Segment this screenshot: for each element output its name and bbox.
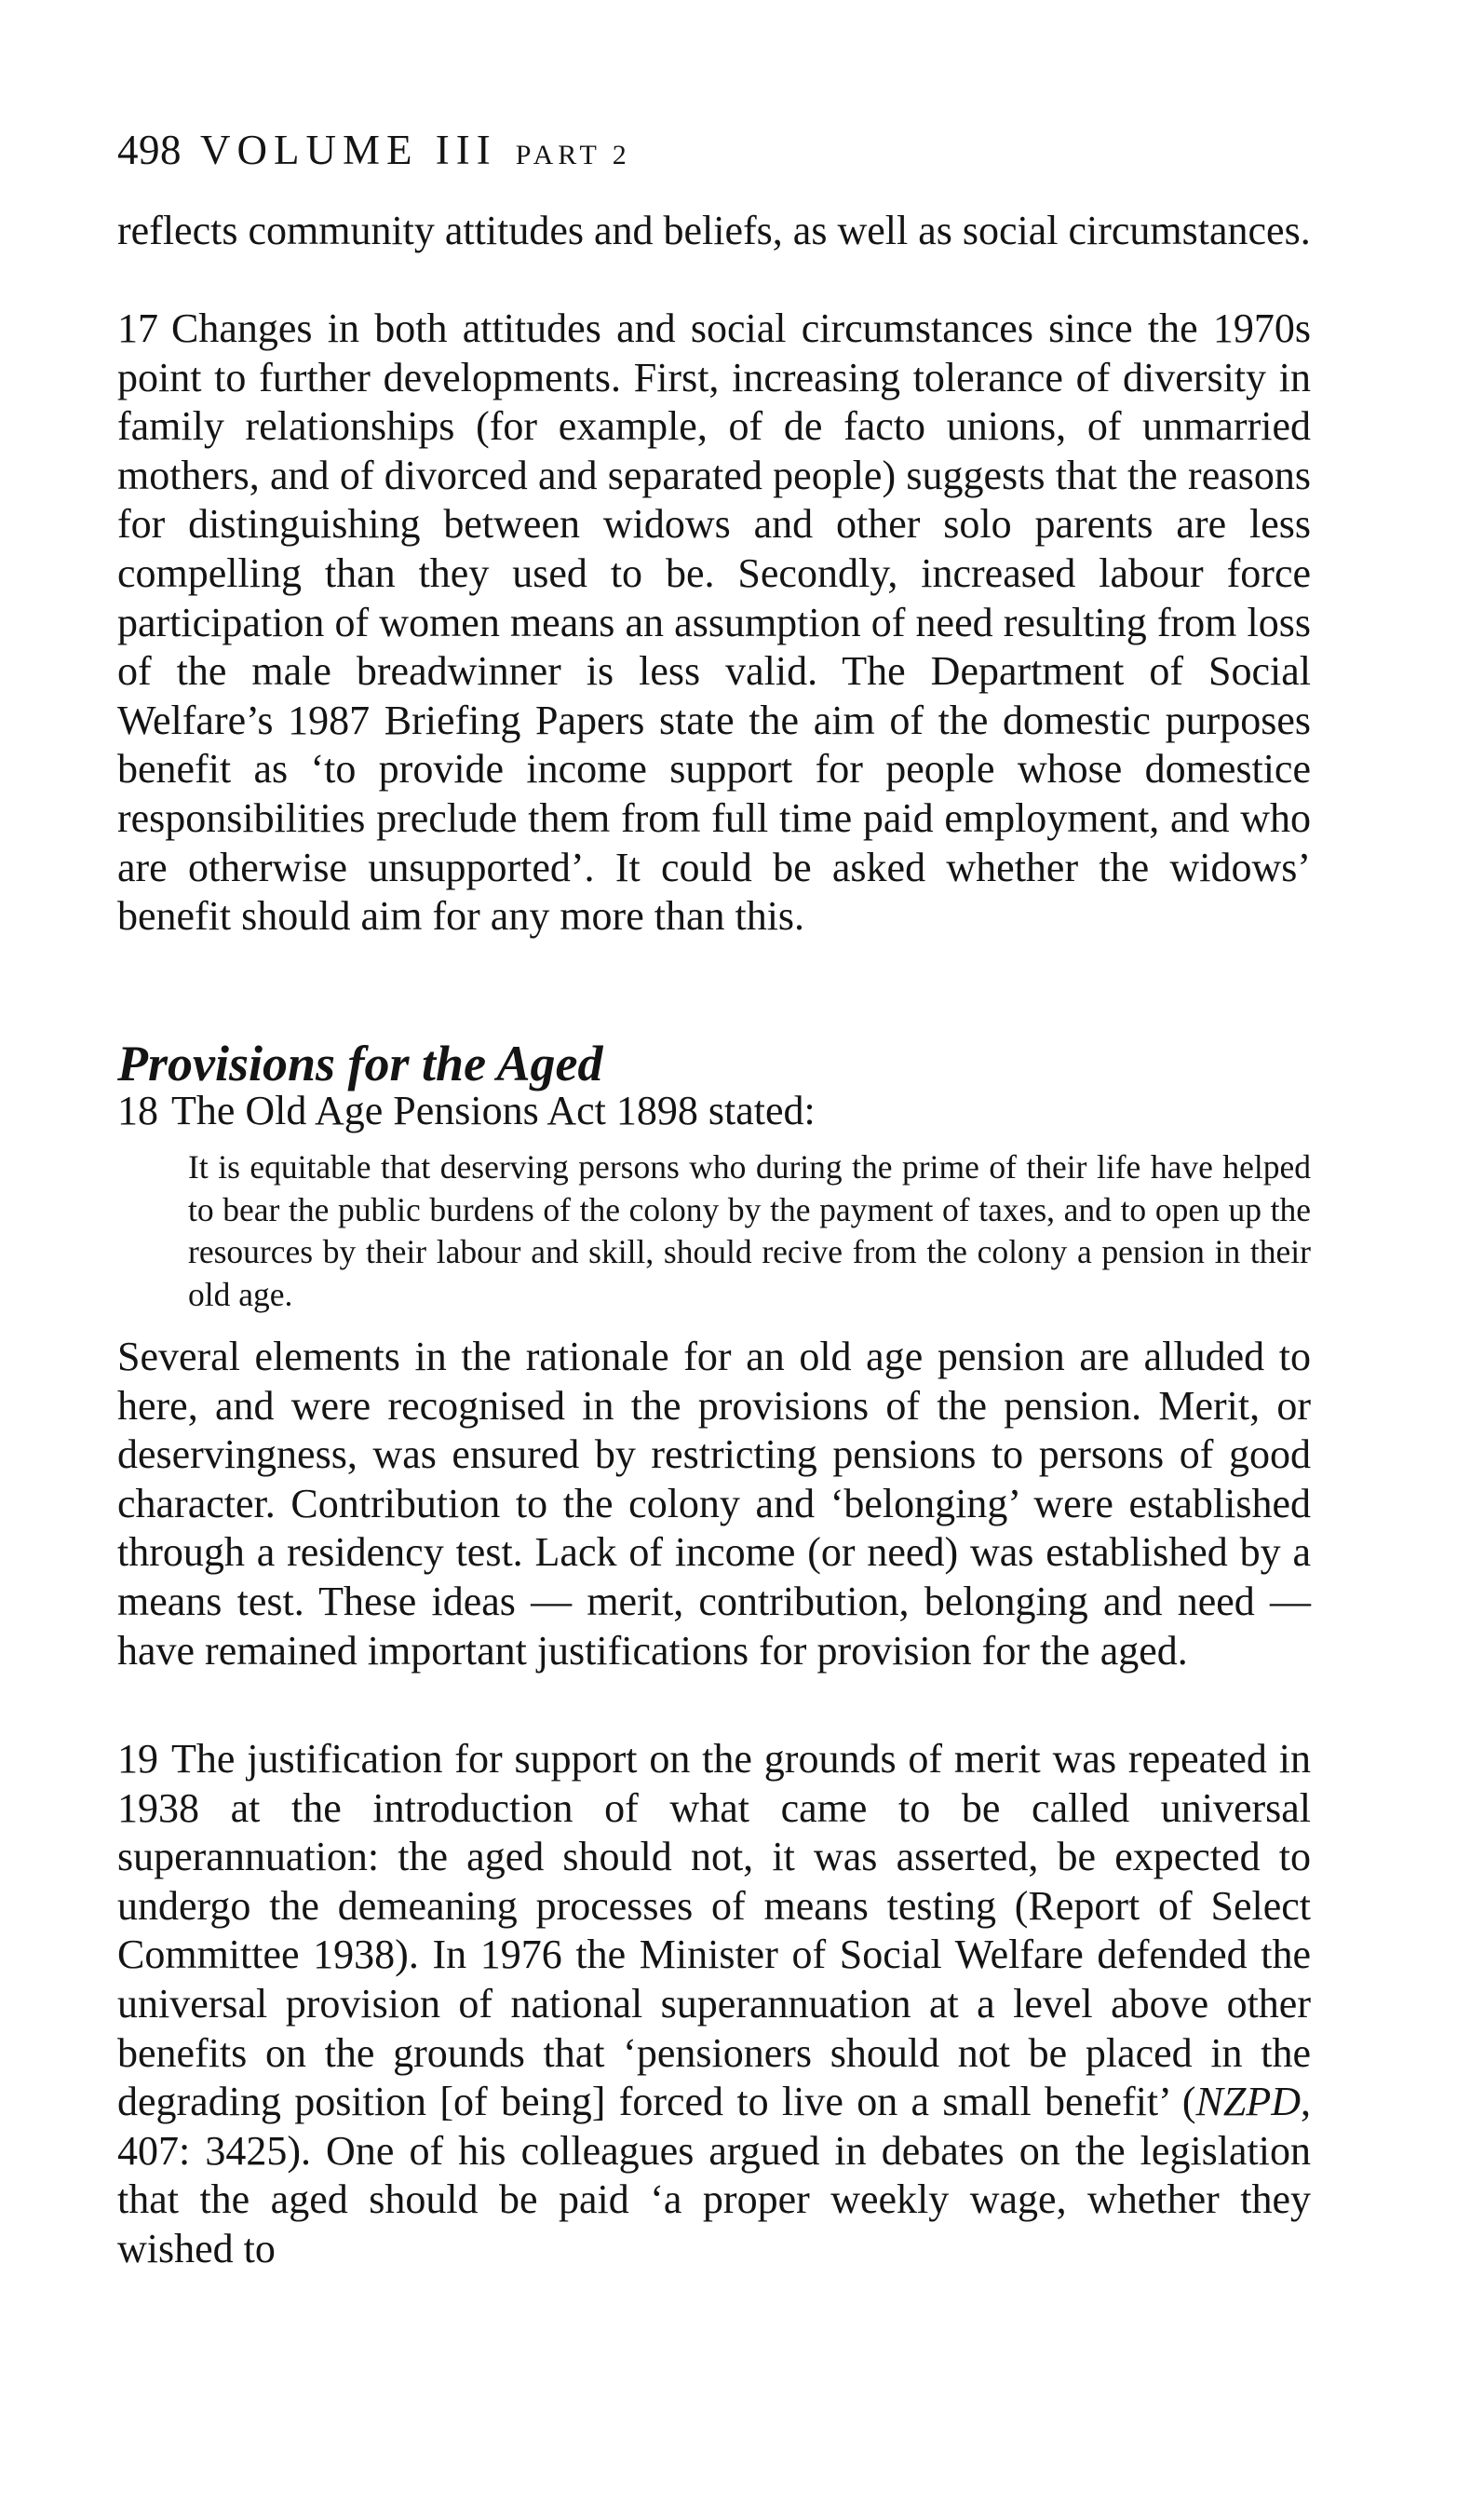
volume-label: VOLUME III [200,127,497,173]
paragraph-18-body: Several elements in the rationale for an old age pension are alluded to here, and were recognised in the provisions of the pension. Merit, or deservingness, was ensured by restricting pensions to persons of good character. Contribution to the colony and ‘belonging’ were established through a residency test. Lack of income (or need) was established by a means test. These ideas — merit, contribution, belonging and need — have remained important justifications for provision for the aged. [117,1334,1311,1674]
paragraph-text: The Old Age Pensions Act 1898 stated: [171,1088,816,1133]
paragraph-text-part-1: The justification for support on the grounds of merit was repeated in 1938 at the introduction of what came to be called universal superannuation: the aged should not, it was asserted, be expected to undergo the demeaning processes of means testing (Report of Select Committee 1938). In 1976 the Minister of Social Welfare defended the universal provision of national superannuation at a level above other benefits on the grounds that ‘pensioners should not be placed in the degrading position [of being] forced to live on a small benefit’ ( [117,1736,1311,2125]
paragraph-text-part-2: , 407: 3425). One of his colleagues argued in debates on the legislation that the aged should be paid ‘a proper weekly wage, whether they wished to [117,2079,1311,2271]
part-label: PART 2 [515,140,631,170]
paragraph-number: 17 [117,305,158,351]
citation: NZPD [1195,2079,1301,2125]
paragraph-18-intro [117,1087,1311,1136]
paragraph-number: 19 [117,1736,158,1782]
section-heading: Provisions for the Aged [117,1036,603,1091]
paragraph-16-continuation: reflects community attitudes and beliefs, as well as social circumstances. [117,208,1311,253]
page-number: 498 [117,127,182,173]
running-head [117,127,631,179]
paragraph-number: 18 [117,1088,158,1133]
block-quote: It is equitable that deserving persons who during the prime of their life have helped to bear the public burdens of the colony by the payment of taxes, and to open up the resources by their labour and skill, should recive from the colony a pension in their old age. [188,1148,1311,1313]
paragraph-text: Changes in both attitudes and social circumstances since the 1970s point to further developments. First, increasing tolerance of diversity in family relationships (for example, of de facto unions, of unmarried mothers, and of divorced and separated people) suggests that the reasons for distinguishing between widows and other solo parents are less compelling than they used to be. Secondly, increased labour force participation of women means an assumption of need resulting from loss of the male breadwinner is less valid. The Department of Social Welfare’s 1987 Briefing Papers state the aim of the domestic purposes benefit as ‘to provide income support for people whose domestice responsibilities preclude them from full time paid employment, and who are otherwise unsupported’. It could be asked whether the widows’ benefit should aim for any more than this. [117,305,1311,940]
paragraph-17 [117,305,1311,942]
paragraph-19 [117,1735,1311,2274]
